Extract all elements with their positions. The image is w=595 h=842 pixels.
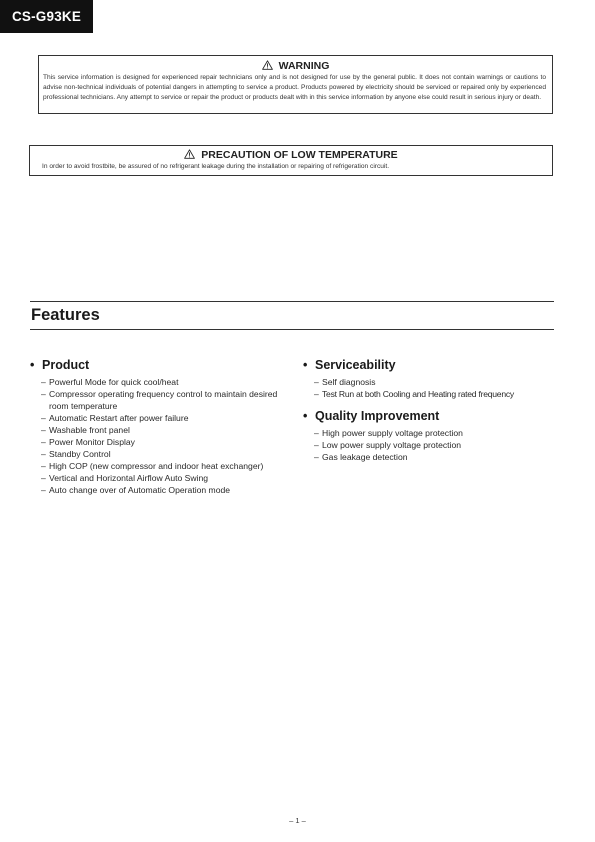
list-item: – Test Run at both Cooling and Heating rated frequency	[314, 389, 514, 399]
list-item: – Automatic Restart after power failure	[41, 413, 189, 423]
list-item: – Powerful Mode for quick cool/heat	[41, 377, 179, 387]
feature-group-title: • Quality Improvement	[303, 409, 440, 423]
features-right-column	[303, 358, 553, 463]
list-item: – Washable front panel	[41, 425, 130, 435]
feature-group-title: • Product	[30, 358, 90, 372]
warning-title: WARNING	[278, 60, 330, 72]
precaution-body: In order to avoid frostbite, be assured of no refrigerant leakage during the installation or repairing of refrigeration circuit.	[42, 163, 390, 170]
warning-triangle-icon	[184, 149, 195, 159]
warning-box	[38, 55, 553, 114]
feature-group-serviceability	[303, 358, 553, 400]
features-heading: Features	[31, 306, 100, 324]
feature-group-product	[30, 358, 292, 496]
list-item: – Self diagnosis	[314, 377, 376, 387]
bullet-icon: •	[303, 409, 308, 423]
feature-list	[303, 376, 553, 400]
features-left-column	[30, 358, 292, 496]
precaution-box	[29, 145, 553, 176]
page-number: – 1 –	[289, 816, 306, 825]
list-item: – Power Monitor Display	[41, 437, 135, 447]
feature-group-title: • Serviceability	[303, 358, 396, 372]
list-item: – Auto change over of Automatic Operation mode	[41, 485, 231, 495]
list-item: – Low power supply voltage protection	[314, 440, 462, 450]
feature-list	[30, 376, 292, 496]
feature-list	[303, 427, 553, 463]
warning-triangle-icon	[262, 60, 273, 70]
list-item: – Gas leakage detection	[314, 452, 408, 462]
list-item: – Compressor operating frequency control to maintain desired room temperature	[41, 389, 278, 411]
feature-group-quality-improvement	[303, 409, 553, 463]
bullet-icon: •	[30, 358, 35, 372]
list-item: – High COP (new compressor and indoor heat exchanger)	[41, 461, 264, 471]
warning-body: This service information is designed for experienced repair technicians only and is not designed for use by the general public. It does not contain warnings or cautions to advise non-technical individuals of potential dangers in attempting to service a product. Products powered by electricity should be serviced or repaired only by experienced professional technicians. Any attempt to service or repair the product or products dealt with in this service information by anyone else could result in serious injury or death.	[43, 74, 546, 102]
section-divider-bottom	[30, 329, 554, 330]
model-tag: CS-G93KE	[0, 0, 93, 33]
list-item: – Standby Control	[41, 449, 111, 459]
precaution-title: PRECAUTION OF LOW TEMPERATURE	[201, 149, 398, 161]
list-item: – High power supply voltage protection	[314, 428, 463, 438]
list-item: – Vertical and Horizontal Airflow Auto Swing	[41, 473, 209, 483]
precaution-title-row	[30, 149, 552, 162]
bullet-icon: •	[303, 358, 308, 372]
warning-title-row	[39, 60, 552, 73]
section-divider-top	[30, 301, 554, 302]
